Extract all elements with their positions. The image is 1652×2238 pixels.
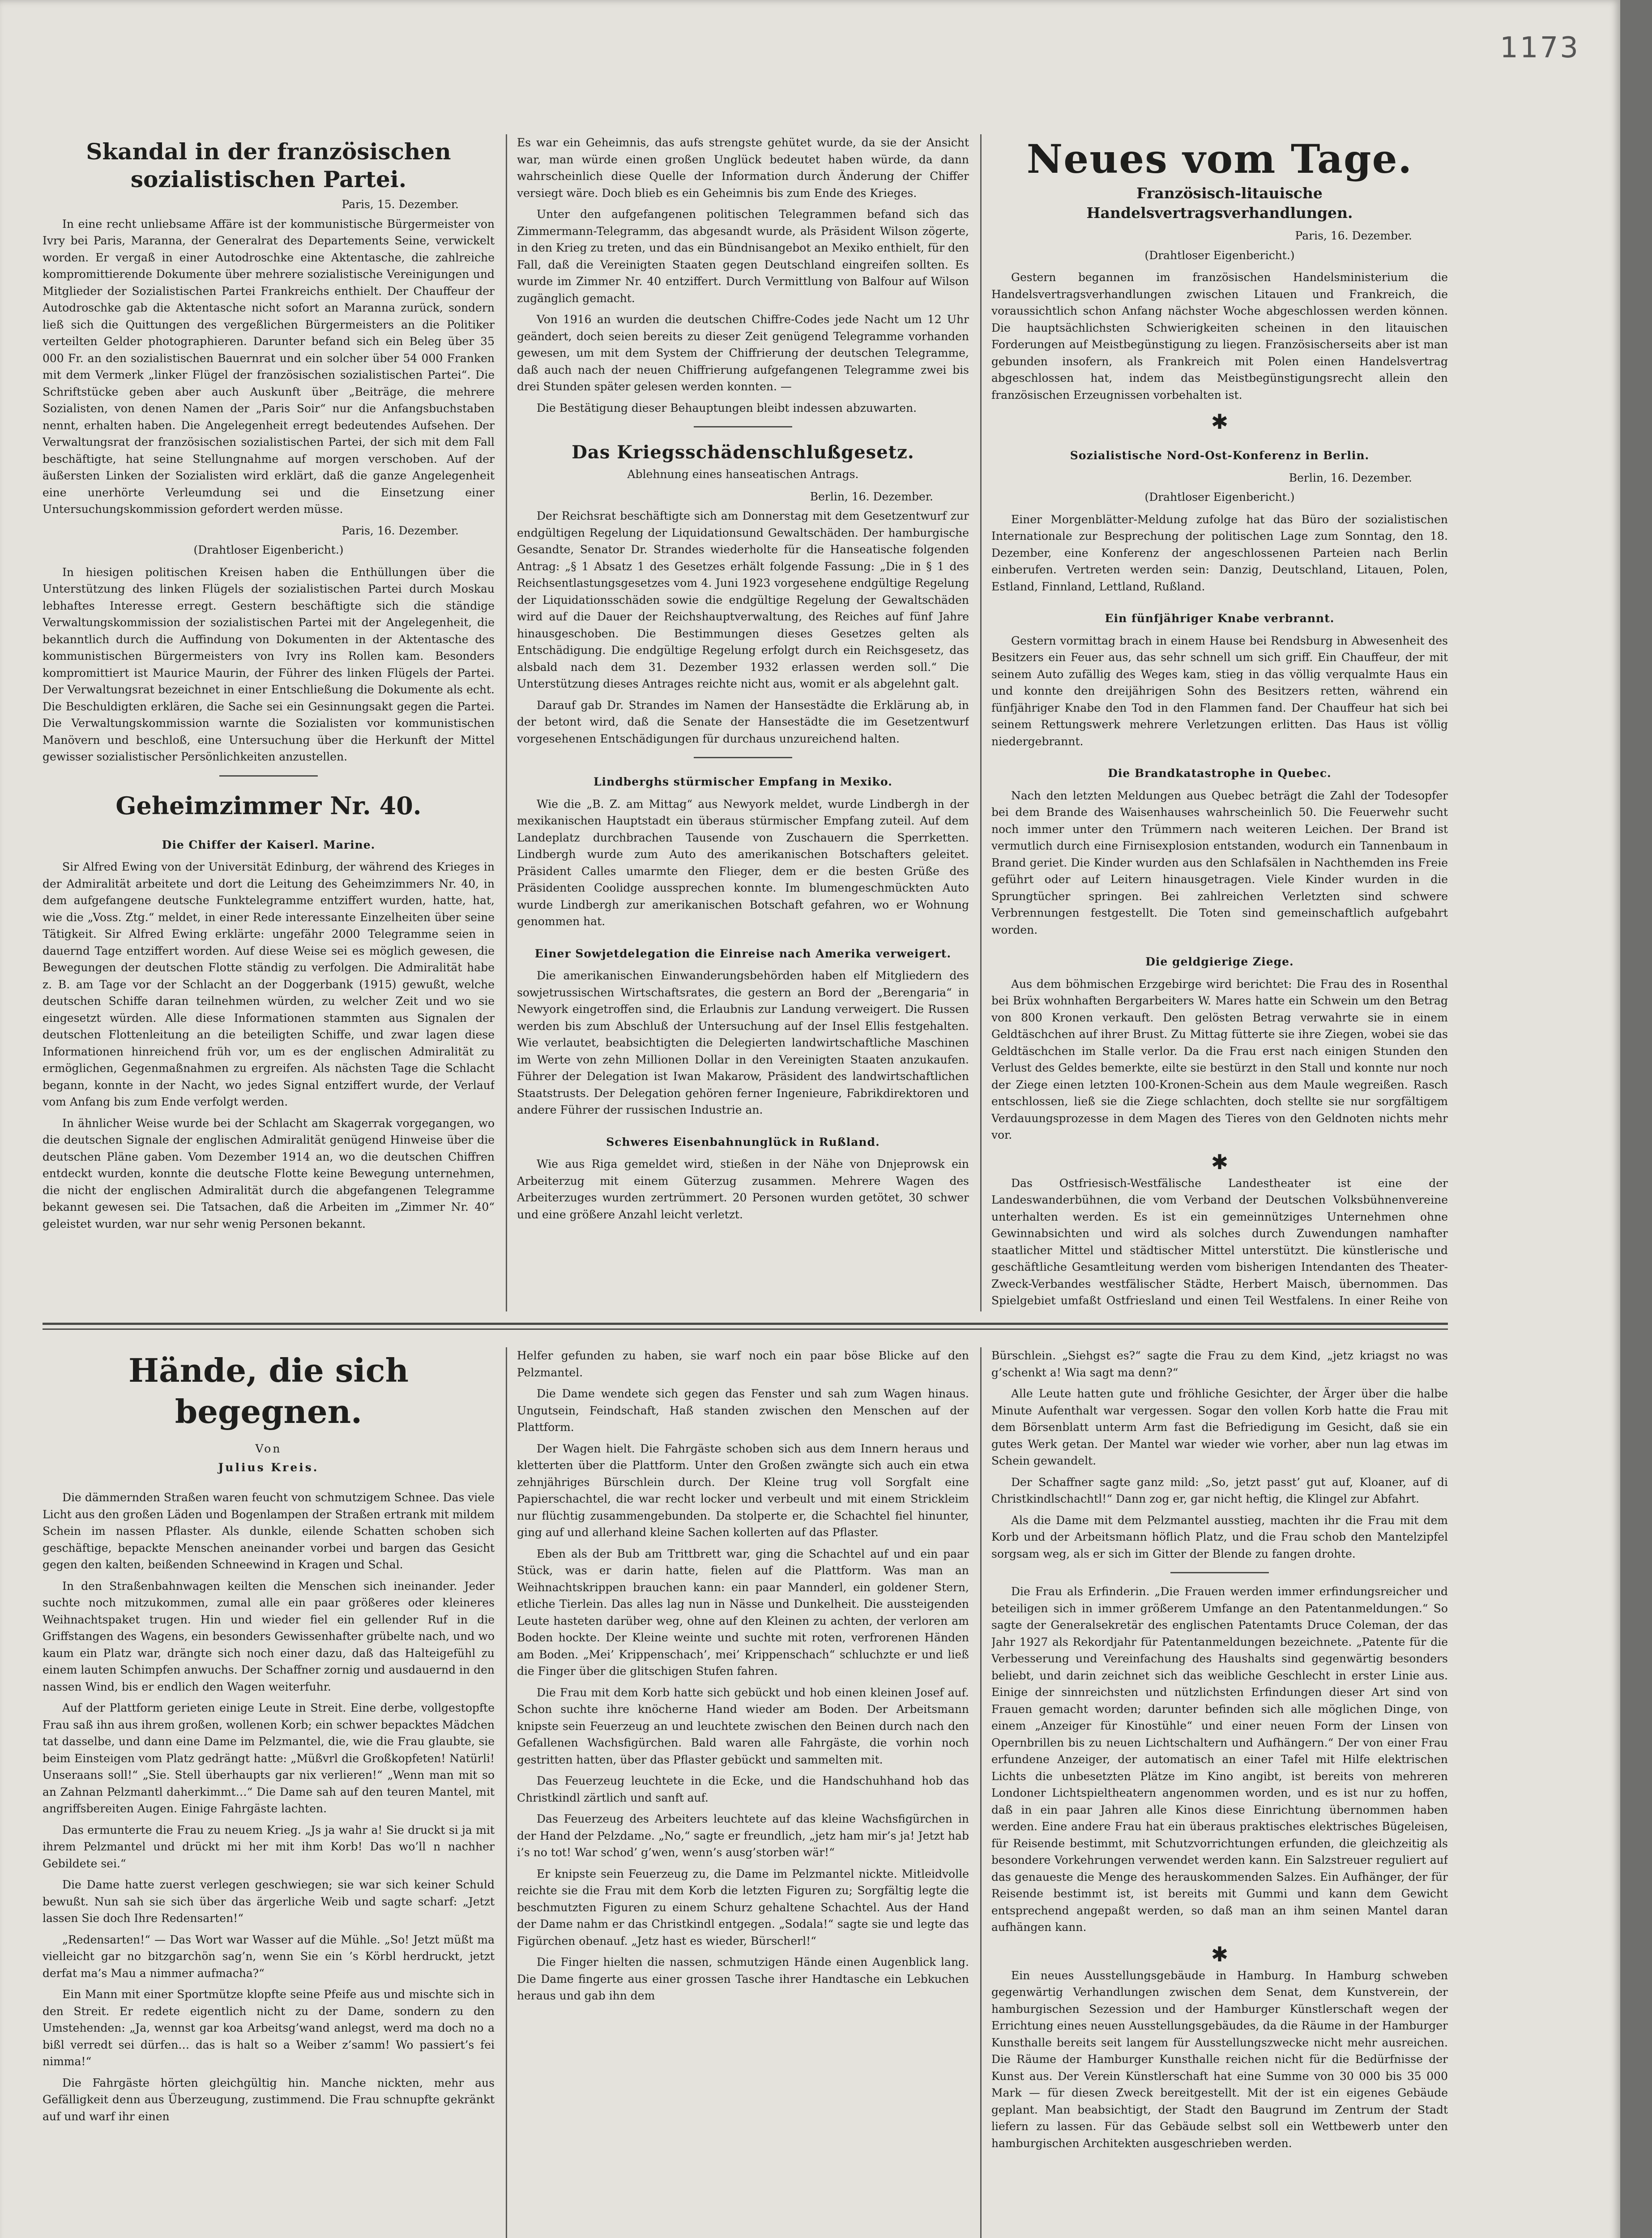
paragraph: Die amerikanischen Einwanderungsbehörden haben elf Mitgliedern des sowjetrussischen Wirtschaftsrates, die gestern an Bord der „Berengaria“ in Newyork eingetroffen sind, die Erlaubnis zur Landung verweigert. Die Russen werden bis zum Abschluß der Untersuchung auf der Insel Ellis festgehalten. Wie verlautet, beabsichtigten die Delegierten landwirtschaftliche Maschinen im Werte von zehn Millionen Dollar in den Vereinigten Staaten anzukaufen. Führer der Delegation ist Iwan Makarow, Präsident des landwirtschaftlichen Staatstrusts. Der Delegation gehören ferner Ingenieure, Fabrikdirektoren und andere Führer der russischen Industrie an.	[517, 969, 969, 1116]
section-divider	[43, 1323, 1448, 1325]
paragraph: Das Ostfriesisch-Westfälische Landestheater ist eine der Landeswanderbühnen, die vom Verband der Deutschen Volksbühnenvereine unterhalten werden. Es ist ein gemeinnütziges Unternehmen ohne Gewinnabsichten und wird als solches durch Zuwendungen namhafter staatlicher Mittel und städtischer Mittel unterstützt. Die künstlerische und geschäftliche Gesamtleitung werden vom bisherigen Intendanten des Theater-Zweck-Verbandes westfälischer Städte, Herbert Maisch, übernommen. Das Spielgebiet umfaßt Ostfriesland und einen Teil Westfalens. In einer Reihe von	[991, 1176, 1448, 1307]
paragraph: In den Straßenbahnwagen keilten die Menschen sich ineinander. Jeder suchte noch mitzukommen, zumal alle ein paar größeres oder kleineres Weihnachtspaket trugen. Hin und wieder fiel ein gellender Ruf in die Griffstangen des Wagens, ein besonders Gewissenhafter grübelte nach, und wo kaum ein Platz war, drängte sich noch einer dazu, daß das Halteigefühl zu einem lauten Schimpfen anwuchs. Der Schaffner zornig und ausdauernd in den nassen Wind, bis er endlich den Wagen weiterfuhr.	[43, 1579, 495, 1693]
paragraph: Eben als der Bub am Trittbrett war, ging die Schachtel auf und ein paar Stück, was er darin hatte, fielen auf die Plattform. Was man an Weihnachtskrippen brauchen kann: ein paar Mannderl, ein goldener Stern, etliche Tierlein. Das alles lag nun in Nässe und Dunkelheit. Die aussteigenden Leute hasteten darüber weg, ohne auf den Kleinen zu achten, der verloren am Boden hockte. Der Kleine weinte und suchte mit roten, verfrorenen Händen am Boden. „Mei’ Krippenschach’, mei’ Krippenschach“ schluchzte er und ließ die Finger über die glitschigen Stufen fahren.	[517, 1547, 969, 1678]
column-rule	[506, 1347, 507, 2238]
headline-eisenbahnunglueck: Schweres Eisenbahnunglück in Rußland.	[606, 1135, 880, 1149]
paragraph: Alle Leute hatten gute und fröhliche Gesichter, der Ärger über die halbe Minute Aufenthalt war vergessen. Sogar den vollen Korb hatte die Frau mit dem Börsenblatt unterm Arm fast die Befriedigung im Gesicht, daß sie ein gutes Werk getan. Der Mantel war wieder wie vorher, aber nun lag etwas im Schein gewandelt.	[991, 1387, 1448, 1467]
star-separator: ✱	[1211, 1149, 1229, 1174]
headline-lindbergh: Lindberghs stürmischer Empfang in Mexiko.	[593, 775, 892, 788]
paragraph: Bürschlein. „Siehgst es?“ sagte die Frau zu dem Kind, „jetz kriagst no was g’schenkt a! Wia sagt ma denn?“	[991, 1349, 1448, 1379]
paragraph: Gestern vormittag brach in einem Hause bei Rendsburg in Abwesenheit des Besitzers ein Feuer aus, das sehr schnell um sich griff. Ein Chauffeur, der mit seinem Auto zufällig des Weges kam, stieg in das völlig verqualmte Haus ein und konnte den dreijährigen Sohn des Besitzers retten, während ein fünfjähriger Knabe den Tod in den Flammen fand. Der Chauffeur hat sich bei seinem Rettungswerk mehrere Verletzungen erlitten. Das Haus ist völlig niedergebrannt.	[991, 634, 1448, 748]
paragraph: Das Feuerzeug leuchtete in die Ecke, und die Handschuhhand hob das Christkindl zärtlich und sanft auf.	[517, 1774, 969, 1804]
paragraph: Die dämmernden Straßen waren feucht von schmutzigem Schnee. Das viele Licht aus den großen Läden und Bogenlampen der Straßen ertrank mit mildem Schein im nassen Pflaster. Als dunkle, eilende Schatten schoben sich geschäftige, bepackte Menschen aneinander vorbei und bargen das Gesicht gegen den kalten, beißenden Schneewind in Kragen und Schal.	[43, 1491, 495, 1571]
paragraph: Wie aus Riga gemeldet wird, stießen in der Nähe von Dnjeprowsk ein Arbeiterzug mit einem Güterzug zusammen. Mehrere Wagen des Arbeiterzuges wurden zertrümmert. 20 Personen wurden getötet, 30 schwer und eine größere Anzahl leicht verletzt.	[517, 1157, 969, 1221]
wire-note: (Drahtloser Eigenbericht.)	[193, 543, 344, 556]
paragraph: Einer Morgenblätter-Meldung zufolge hat das Büro der sozialistischen Internationale zur Besprechung der politischen Lage zum Sonntag, den 18. Dezember, eine Konferenz der angeschlossenen Parteien nach Berlin einberufen. Vertreten werden sein: Danzig, Deutschland, Litauen, Polen, Estland, Finnland, Lettland, Rußland.	[991, 513, 1448, 593]
section-rule	[694, 426, 792, 427]
paragraph: Sir Alfred Ewing von der Universität Edinburg, der während des Krieges in der Admiralität arbeitete und dort die Leitung des Geheimzimmers Nr. 40, in dem aufgefangene deutsche Funktelegramme entziffert wurden, hatte, hat, wie die „Voss. Ztg.“ meldet, in einer Rede interessante Einzelheiten über seine Tätigkeit. Sir Alfred Ewing erklärte: ungefähr 2000 Telegramme seien in dauernd Tage entziffert worden. Auf diese Weise sei es möglich gewesen, die Bewegungen der deutschen Flotte ständig zu verfolgen. Die Admiralität habe z. B. am Tage vor der Schlacht an der Doggerbank (1915) gewußt, welche deutschen Schiffe daran teilnehmen würden, zu welcher Zeit und wo sie eingesetzt würden. Alle diese Informationen stammten aus Signalen der deutschen Flottenleitung an die beteiligten Schiffe, und zwar lagen diese Informationen hinreichend früh vor, um es der englischen Admiralität zu ermöglichen, Gegenmaßnahmen zu ergreifen. Als nächsten Tage die Schlacht begann, konnte in der Nacht, wo jedes Signal entziffert wurde, der Verlauf vom Anfang bis zum Ende verfolgt werden.	[43, 860, 495, 1108]
paragraph: Die Finger hielten die nassen, schmutzigen Hände einen Augenblick lang. Die Dame fingerte aus einer grossen Tasche ihrer Handtasche ein Lebkuchen heraus und gab ihn dem	[517, 1956, 969, 2002]
paragraph: In eine recht unliebsame Affäre ist der kommunistische Bürgermeister von Ivry bei Paris, Maranna, der Generalrat des Departements Seine, verwickelt worden. Er vergaß in einer Autodroschke eine Aktentasche, die zahlreiche kompromittierende Dokumente über mehrere sozialistische Vereinigungen und Mitglieder der Sozialistischen Partei Frankreichs enthielt. Der Chauffeur der Autodroschke gab die Aktentasche nicht sofort an Maranna zurück, sondern ließ sich die Quittungen des vergeßlichen Bürgermeisters an die Politiker verteilten Gelder photographieren. Darunter befand sich ein Beleg über 35 000 Fr. an den sozialistischen Bauernrat und ein solcher über 54 000 Franken mit dem Vermerk „linker Flügel der französischen sozialistischen Partei“. Die Schriftstücke geben aber auch Auskunft über „Beiträge, die mehrere Sozialisten, von denen Namen der „Paris Soir“ nur die Anfangsbuchstaben nennt, erhalten haben. Die Angelegenheit erregt bedeutendes Aufsehen. Der Verwaltungsrat der französischen sozialistischen Partei, der sich mit dem Fall beschäftigte, hat seine Stellungnahme auf morgen verschoben. Auf der äußersten Linken der Sozialisten wird erklärt, daß die ganze Angelegenheit eine unerhörte Verleumdung sei und die Einsetzung einer Untersuchungskommission gefordert werden müsse.	[43, 217, 495, 516]
headline-geldgierige-ziege: Die geldgierige Ziege.	[1145, 955, 1294, 968]
paragraph: In hiesigen politischen Kreisen haben die Enthüllungen über die Unterstützung des linken Flügels der sozialistischen Partei durch Moskau lebhaftes Interesse erregt. Gestern beschäftigte sich die ständige Verwaltungskommission der sozialistischen Partei mit der Angelegenheit, die bekanntlich durch die Auffindung von Dokumenten in der Aktentasche des kommunistischen Bürgermeisters von Ivry ins Rollen kam. Besonders kompromittiert ist Maurice Maurin, der Führer des linken Flügels der Partei. Der Verwaltungsrat bezeichnet in einer Entschließung die Dokumente als echt. Die Beschuldigten erklären, die Sache sei ein Gesinnungsakt gegen die Partei. Die Verwaltungskommission warnte die Sozialisten vor kommunistischen Manövern und beschloß, eine Untersuchung über die Herkunft der Mittel gewisser sozialistischer Persönlichkeiten anzustellen.	[43, 565, 495, 763]
byline-author: Julius Kreis.	[218, 1461, 319, 1474]
column-rule	[506, 134, 507, 1311]
dateline: Berlin, 16. Dezember.	[810, 490, 933, 503]
paragraph: Darauf gab Dr. Strandes im Namen der Hansestädte die Erklärung ab, in der betont wird, daß die Senate der Hansestädte die im Gesetzentwurf vorgesehenen Entschädigungen für durchaus unzureichend halten.	[517, 698, 969, 745]
section-rule	[1170, 1572, 1269, 1573]
paragraph: Der Reichsrat beschäftigte sich am Donnerstag mit dem Gesetzentwurf zur endgültigen Regelung der Liquidationsund Gewaltschäden. Der hamburgische Gesandte, Senator Dr. Strandes wiederholte für die Hanseatische folgenden Antrag: „§ 1 Absatz 1 des Gesetzes erhält folgende Fassung: „Die in § 1 des Reichsentlastungsgesetzes vom 4. Juni 1923 vorgesehene endgültige Regelung der Liquidationsschäden sowie die endgültige Regelung der Gewaltschäden wird auf die Dauer der Reichshauptverwaltung, des Reiches auf fünf Jahre hinausgeschoben. Die Bestimmungen dieses Gesetzes gelten als Entschädigung. Die endgültige Regelung erfolgt durch ein Reichsgesetz, das alsbald nach dem 31. Dezember 1932 erlassen werden soll.“ Die Unterstützung dieses Antrages reichte nicht aus, womit er als abgelehnt galt.	[517, 509, 969, 690]
subheadline: Die Chiffer der Kaiserl. Marine.	[162, 838, 376, 851]
wire-note: (Drahtloser Eigenbericht.)	[1144, 248, 1295, 262]
headline-knabe-verbrannt: Ein fünfjähriger Knabe verbrannt.	[1105, 612, 1335, 625]
star-separator: ✱	[1211, 1942, 1229, 1966]
column-rule	[980, 134, 982, 1311]
feuilleton-column-3	[991, 1347, 1448, 2238]
paragraph: Ein neues Ausstellungsgebäude in Hamburg. In Hamburg schweben gegenwärtig Verhandlungen zwischen dem Senat, dem Kunstverein, der hamburgischen Sezession und der Hamburger Künstlerschaft wegen der Errichtung eines neuen Ausstellungsgebäudes, da die Räume in der Hamburger Kunsthalle bereits seit langem für Ausstellungszwecke nicht mehr ausreichen. Die Räume der Hamburger Kunsthalle reichen nicht für die Bedürfnisse der Kunst aus. Der Verein Künstlerschaft hat eine Summe von 30 000 bis 35 000 Mark — für diesen Zweck bereitgestellt. Mit der ist ein eigenes Gebäude geplant. Man beabsichtigt, der Stadt den Baugrund im Zentrum der Stadt liefern zu lassen. Für das Gebäude selbst soll ein Wettbewerb unter den hamburgischen Architekten ausgeschrieben werden.	[991, 1969, 1448, 2150]
paragraph: Helfer gefunden zu haben, sie warf noch ein paar böse Blicke auf den Pelzmantel.	[517, 1349, 969, 1379]
paragraph: Der Wagen hielt. Die Fahrgäste schoben sich aus dem Innern heraus und kletterten über die Plattform. Unter den Großen zwängte sich auch ein etwa zehnjähriges Bürschlein durch. Der Kleine trug voll Sorgfalt eine Papierschachtel, die war recht locker und verbeult und mit einem Strickleim nur flüchtig zusammengebunden. Da stolperte er, die Schachtel fiel hinunter, ging auf und allerhand kleine Sachen kollerten auf das Pflaster.	[517, 1442, 969, 1539]
section-rule	[694, 757, 792, 758]
paragraph: In ähnlicher Weise wurde bei der Schlacht am Skagerrak vorgegangen, wo die deutschen Signale der englischen Admiralität genügend Hinweise über die deutschen Pläne gaben. Vom Dezember 1914 an, wo die deutschen Chiffren entdeckt wurden, konnte die deutsche Flotte keine Bewegung unternehmen, die nicht der englischen Admiralität durch die abgefangenen Telegramme bekannt gewesen sei. Die Tatsachen, daß die Arbeiten im „Zimmer Nr. 40“ geleistet wurden, war nur sehr wenig Personen bekannt.	[43, 1116, 495, 1230]
headline-skandal: Skandal in der französischen sozialistischen Partei.	[86, 138, 451, 192]
paragraph: Wie die „B. Z. am Mittag“ aus Newyork meldet, wurde Lindbergh in der mexikanischen Hauptstadt ein überaus stürmischer Empfang zuteil. Auf dem Landeplatz durchbrachen Tausende von Zuschauern die Sperrketten. Lindbergh wurde zum Auto des amerikanischen Botschafters geleitet. Präsident Calles umarmte den Flieger, dem er die besten Grüße des Präsidenten Coolidge aussprechen konnte. Im blumengeschmückten Auto wurde Lindbergh zur amerikanischen Botschaft gefahren, wo er Wohnung genommen hat.	[517, 797, 969, 928]
paragraph: Die Frau mit dem Korb hatte sich gebückt und hob einen kleinen Josef auf. Schon suchte ihre knöcherne Hand wieder am Boden. Der Arbeitsmann knipste sein Feuerzeug an und leuchtete zwischen den Beinen durch nach den Gefallenen Wachsfigürchen. Bald waren alle Fahrgäste, die vorhin noch gestritten hatten, über das Pflaster gebückt und sammelten mit.	[517, 1686, 969, 1766]
headline-sozialistische-konferenz: Sozialistische Nord-Ost-Konferenz in Berlin.	[1070, 449, 1370, 462]
dateline: Paris, 15. Dezember.	[341, 198, 459, 211]
star-separator: ✱	[1211, 410, 1229, 434]
paragraph: Gestern begannen im französischen Handelsministerium die Handelsvertragsverhandlungen zwischen Litauen und Frankreich, die voraussichtlich schon Anfang nächster Woche abgeschlossen werden können. Die hauptsächlichsten Schwierigkeiten scheinen in den litauischen Forderungen auf Meistbegünstigung zu liegen. Französischerseits aber ist man gebunden insofern, als Frankreich mit Polen einen Handelsvertrag abgeschlossen hat, indem das Meistbegünstigungsrecht allein den französischen Erzeugnissen vorbehalten ist.	[991, 271, 1448, 401]
paragraph: Nach den letzten Meldungen aus Quebec beträgt die Zahl der Todesopfer bei dem Brande des Waisenhauses wahrscheinlich 50. Die Feuerwehr sucht noch immer unter den Trümmern nach weiteren Leichen. Der Brand ist vermutlich durch eine Firnisexplosion entstanden, wodurch ein Tannenbaum in Brand geriet. Die Kinder wurden aus den Schlafsälen in Nachthemden ins Freie geführt oder auf Leitern hinausgetragen. Viele Kinder wurden in die Sprungtücher springen. Bei zahlreichen Verletzten sind schwere Verbrennungen festgestellt. Die Toten sind gemeinschaftlich aufgebahrt worden.	[991, 789, 1448, 936]
dateline: Paris, 16. Dezember.	[341, 524, 459, 537]
paragraph: Er knipste sein Feuerzeug zu, die Dame im Pelzmantel nickte. Mitleidvolle reichte sie die Frau mit dem Korb die letzten Figuren zu; Sorgfältig legte die beschmutzten Figuren zu einem Schurz gehaltene Schachtel. Aus der Hand der Dame nahm er das Christkindl entgegen. „Sodala!“ sagte sie und legte das Figürchen obenauf. „Jetz hast es wieder, Bürscherl!“	[517, 1867, 969, 1948]
paragraph: Die Frau als Erfinderin. „Die Frauen werden immer erfindungsreicher und beteiligen sich in immer größerem Umfange an den Patentanmeldungen.“ So sagte der Generalsekretär des englischen Patentamts Druce Coleman, der das Jahr 1927 als Rekordjahr für Patentanmeldungen bezeichnete. „Patente für die Verbesserung und Vereinfachung des Haushalts sind gegenwärtig besonders beliebt, und darin zeichnet sich das weibliche Geschlecht in erster Linie aus. Einige der sinnreichsten und nützlichsten Erfindungen dieser Art sind von Frauen gemacht worden; darunter befinden sich alle möglichen Dinge, von einem „Anzeiger für Kinostühle“ und einer neuen Form der Linsen von Opernbrillen bis zu neuen Lichtschaltern und Aufhängern.“ Der von einer Frau erfundene Anzeiger, der automatisch an einer Tafel mit Hilfe elektrischen Lichts die unbesetzten Plätze im Kino angibt, ist bereits von mehreren Londoner Lichtspieltheatern angenommen worden, und es ist nur zu hoffen, daß in ein paar Jahren alle Kinos diese Einrichtung übernommen haben werden. Eine andere Frau hat ein überaus praktisches elektrisches Bügeleisen, für Reisende bestimmt, mit Schutzvorrichtungen erfunden, die gleichzeitig als besondere Vorkehrungen verwendet werden kann. Ein Salzstreuer reguliert auf das genaueste die Menge des herauskommenden Salzes. Ein Aufhänger, der für Reisende bestimmt ist, ist bereits mit Gummi und kann dem Gewicht entsprechend angepaßt werden, so daß man an ihm seinen Mantel daran aufhängen kann.	[991, 1585, 1448, 1934]
paragraph: Auf der Plattform gerieten einige Leute in Streit. Eine derbe, vollgestopfte Frau saß ihn aus ihrem großen, wollenen Korb; ein schwer bepacktes Mädchen tat dasselbe, und dann eine Dame im Pelzmantel, die, wie die Frau glaubte, sie beim Einsteigen vom Platz gedrängt hatte: „Müßvrl die Großkopfeten! Natürli! Unseraans soll!“ „Sie. Stell überhaupts gar nix verlieren!“ „Wenn man mit so an Zahnan Pelzmantl daherkimmt…“ Die Dame sah auf den teuren Mantel, mit angriffsbereiten Augen. Einige Fahrgäste lachten.	[43, 1701, 495, 1815]
subheadline: Französisch-litauische Handelsvertragsverhandlungen.	[1086, 184, 1353, 222]
headline-brandkatastrophe: Die Brandkatastrophe in Quebec.	[1108, 767, 1332, 780]
paragraph: Die Dame hatte zuerst verlegen geschwiegen; sie war sich keiner Schuld bewußt. Nun sah sie sich über das ärgerliche Weib und sagte scharf: „Jetzt lassen Sie doch Ihre Redensarten!“	[43, 1878, 495, 1925]
column-rule	[980, 1347, 982, 2238]
paragraph: Aus dem böhmischen Erzgebirge wird berichtet: Die Frau des in Rosenthal bei Brüx wohnhaften Bergarbeiters W. Mares hatte ein Schwein um den Betrag von 800 Kronen verkauft. Den gelösten Betrag verwahrte sie in einem Geldtäschchen auf ihrer Brust. Zu Mittag fütterte sie ihre Ziegen, wobei sie das Geldtäschchen im Stalle verlor. Da die Frau erst nach einigen Stunden den Verlust des Geldes bemerkte, eilte sie bestürzt in den Stall und konnte nur noch der Ziege einen letzten 100-Kronen-Schein aus dem Maule wegreißen. Rasch entschlossen, ließ sie die Ziege schlachten, doch stellte sie nur sorgfältigem Verdauungsprozesse in dem Magen des Tieres von den Geldnoten nichts mehr vor.	[991, 977, 1448, 1141]
headline-neues-vom-tage: Neues vom Tage.	[1026, 136, 1413, 182]
paragraph: „Redensarten!“ — Das Wort war Wasser auf die Mühle. „So! Jetzt müßt ma vielleicht gar no bitzgarchön sag’n, wenn Sie ein ’s Körbl herdruckt, jetzt derfat ma’s Mau a nimmer aufmacha?“	[43, 1933, 495, 1980]
middle-column	[517, 134, 969, 1311]
headline-geheimzimmer: Geheimzimmer Nr. 40.	[115, 791, 422, 820]
paragraph: Unter den aufgefangenen politischen Telegrammen befand sich das Zimmermann-Telegramm, das abgesandt wurde, als Präsident Wilson zögerte, in den Krieg zu treten, und das ein Bündnisangebot an Mexiko enthielt, für den Fall, daß die Vereinigten Staaten gegen Deutschland eingreifen sollten. Es wurde im Zimmer Nr. 40 entziffert. Durch Vermittlung von Balfour auf Wilson zugänglich gemacht.	[517, 208, 969, 305]
page-number: 1173	[1500, 31, 1580, 64]
binding-edge	[1620, 0, 1652, 2238]
feuilleton-column-2	[517, 1347, 969, 2238]
headline-kriegsschaeden: Das Kriegsschädenschlußgesetz.	[572, 442, 914, 463]
paragraph: Von 1916 an wurden die deutschen Chiffre-Codes jede Nacht um 12 Uhr geändert, doch seien bereits zu dieser Zeit genügend Telegramme vorhanden gewesen, um mit dem System der Chiffrierung der deutschen Telegramme, daß auch nach der neuen Chiffrierung aufgefangenen Telegramme zwei bis drei Stunden später gelesen werden konnten. —	[517, 313, 969, 393]
feuilleton-column-1	[43, 1347, 495, 2238]
left-column	[43, 134, 495, 1311]
paragraph: Der Schaffner sagte ganz mild: „So, jetzt passt’ gut auf, Kloaner, auf di Christkindlschachtl!“ Dann zog er, gar nicht heftig, die Klingel zur Abfahrt.	[991, 1475, 1448, 1505]
right-column	[991, 134, 1448, 1311]
section-divider	[43, 1328, 1448, 1330]
headline-haende: Hände, die sich begegnen.	[128, 1351, 409, 1431]
paragraph: Die Dame wendete sich gegen das Fenster und sah zum Wagen hinaus. Ungutsein, Feindschaft, Haß standen zwischen den Menschen auf der Plattform.	[517, 1387, 969, 1434]
paragraph: Die Fahrgäste hörten gleichgültig hin. Manche nickten, mehr aus Gefälligkeit denn aus Überzeugung, zustimmend. Die Frau schnupfte gekränkt auf und warf ihr einen	[43, 2076, 495, 2123]
dateline: Paris, 16. Dezember.	[1295, 229, 1412, 242]
paragraph: Als die Dame mit dem Pelzmantel ausstieg, machten ihr die Frau mit dem Korb und der Arbeitsmann höflich Platz, und die Frau schob den Mantelzipfel sorgsam weg, als er sich im Gitter der Blende zu fangen drohte.	[991, 1513, 1448, 1560]
wire-note: (Drahtloser Eigenbericht.)	[1144, 491, 1295, 504]
dateline: Berlin, 16. Dezember.	[1289, 471, 1412, 484]
paragraph: Die Bestätigung dieser Behauptungen bleibt indessen abzuwarten.	[537, 401, 917, 414]
headline-sowjetdelegation: Einer Sowjetdelegation die Einreise nach Amerika verweigert.	[534, 947, 952, 960]
paragraph: Ein Mann mit einer Sportmütze klopfte seine Pfeife aus und mischte sich in den Streit. Er redete eigentlich nicht zu der Dame, sondern zu den Umstehenden: „Ja, wennst gar koa Arbeitsg’wand anlegst, werd ma doch no a bißl verredt sei dürfen… das is halt so a Weiber z’samm! Wo passiert’s fei nimma!“	[43, 1988, 495, 2068]
byline-prefix: Von	[255, 1442, 282, 1455]
paragraph: Es war ein Geheimnis, das aufs strengste gehütet wurde, da sie der Ansicht war, man würde einen großen Unglück bedeutet haben würde, da dann wahrscheinlich diese Quelle der Information durch Änderung der Chiffer versiegt wäre. Doch blieb es ein Geheimnis bis zum Ende des Krieges.	[517, 136, 969, 200]
paragraph: Das ermunterte die Frau zu neuem Krieg. „Js ja wahr a! Sie druckt si ja mit ihrem Pelzmantel und drückt mi her mit ihm Korb! Das wo’ll n nachher Gebildete sei.“	[43, 1823, 495, 1870]
subheadline: Ablehnung eines hanseatischen Antrags.	[627, 468, 859, 481]
section-rule	[219, 775, 318, 777]
paragraph: Das Feuerzeug des Arbeiters leuchtete auf das kleine Wachsfigürchen in der Hand der Pelzdame. „No,“ sagte er freundlich, „jetz ham mir’s ja! Jetzt hab i’s no tot! War schod’ g’wen, wenn’s ausg’storben wär!“	[517, 1812, 969, 1859]
